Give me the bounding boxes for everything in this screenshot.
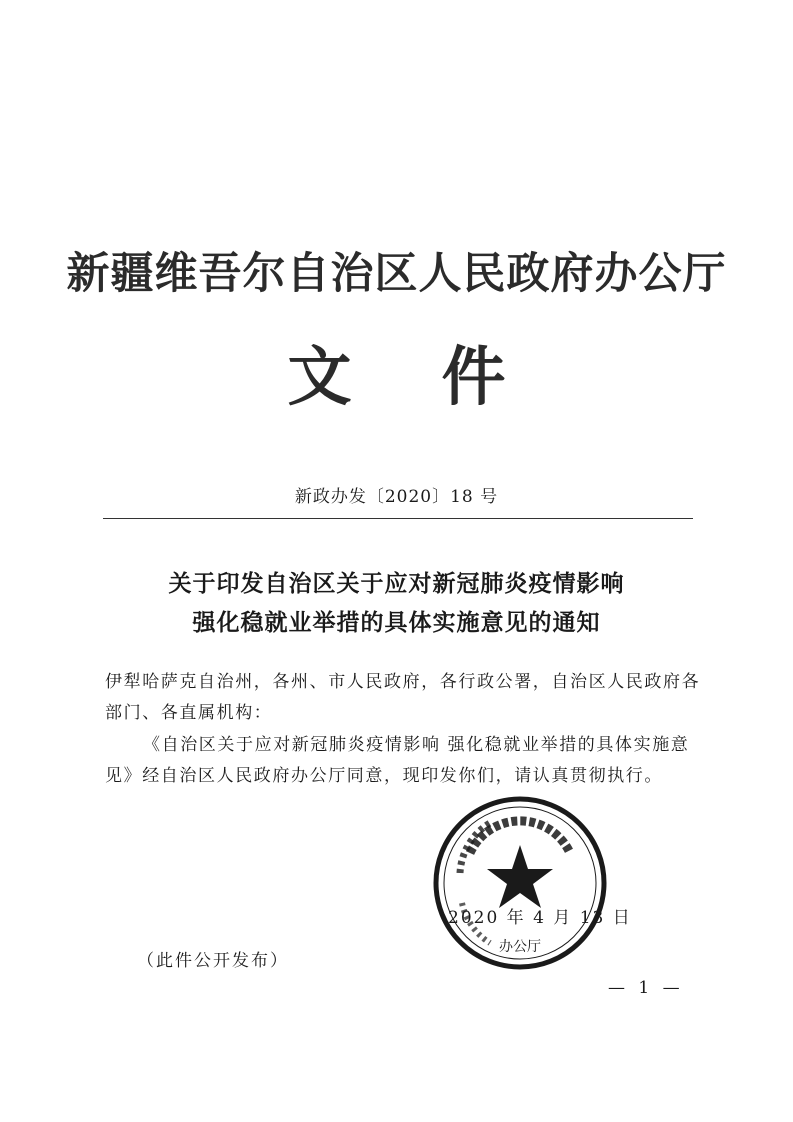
star-icon bbox=[487, 845, 553, 908]
seal-inner-text: 办公厅 bbox=[499, 939, 541, 955]
document-label: 文件 bbox=[287, 340, 596, 415]
header-divider bbox=[103, 518, 693, 519]
issue-date: 2020 年 4 月 13 日 bbox=[448, 908, 632, 928]
public-release-note: （此件公开发布） bbox=[137, 951, 289, 971]
notice-title-line-1: 关于印发自治区关于应对新冠肺炎疫情影响 bbox=[168, 570, 625, 597]
document-number: 新政办发〔2020〕18 号 bbox=[294, 487, 499, 507]
recipients-line: 伊犁哈萨克自治州，各州、市人民政府，各行政公署，自治区人民政府各部门、各直属机构： bbox=[105, 672, 701, 723]
page-number: — 1 — bbox=[608, 978, 684, 998]
body-paragraph: 《自治区关于应对新冠肺炎疫情影响 强化稳就业举措的具体实施意见》经自治区人民政府办公厅同意，现印发你们，请认真贯彻执行。 bbox=[105, 735, 690, 786]
official-seal bbox=[430, 793, 610, 973]
issuing-organization: 新疆维吾尔自治区人民政府办公厅 bbox=[66, 249, 727, 299]
notice-title-line-2: 强化稳就业举措的具体实施意见的通知 bbox=[192, 609, 601, 636]
notice-title bbox=[0, 564, 793, 642]
